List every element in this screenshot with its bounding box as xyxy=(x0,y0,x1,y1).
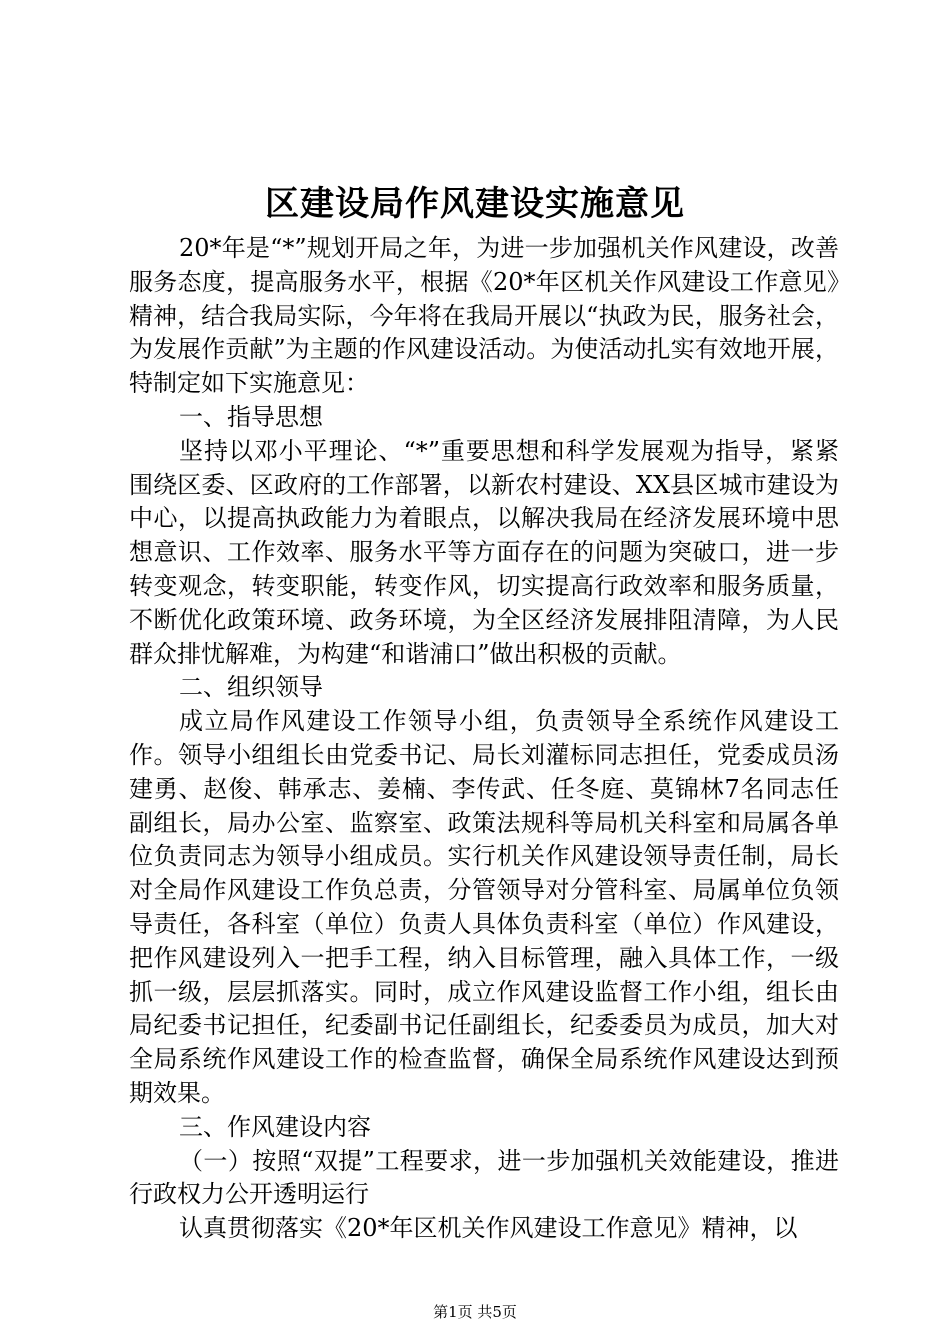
content-paragraph: 认真贯彻落实《20*年区机关作风建设工作意见》精神，以 xyxy=(179,1214,798,1243)
section-heading-organization: 二、组织领导 xyxy=(179,673,323,702)
intro-paragraph: 20*年是“*”规划开局之年，为进一步加强机关作风建设，改善服务态度，提高服务水平，根据《20*年区机关作风建设工作意见》精神，结合我局实际，今年将在我局开展以“执政为民，服务社会，为发展作贡献”为主题的作风建设活动。为使活动扎实有效地开展，特制定如下实施意见： xyxy=(129,234,839,398)
subsection-heading-1: （一）按照“双提”工程要求，进一步加强机关效能建设，推进行政权力公开透明运行 xyxy=(129,1146,839,1209)
page-footer: 第1页 共5页 xyxy=(433,1303,517,1321)
guiding-ideology-paragraph: 坚持以邓小平理论、“*”重要思想和科学发展观为指导，紧紧围绕区委、区政府的工作部署，以新农村建设、XX县区城市建设为中心，以提高执政能力为着眼点，以解决我局在经济发展环境中思想意识、工作效率、服务水平等方面存在的问题为突破口，进一步转变观念，转变职能，转变作风，切实提高行政效率和服务质量，不断优化政策环境、政务环境，为全区经济发展排阻清障，为人民群众排忧解难，为构建“和谐浦口”做出积极的贡献。 xyxy=(129,436,839,668)
organization-paragraph: 成立局作风建设工作领导小组，负责领导全系统作风建设工作。领导小组组长由党委书记、局长刘灌标同志担任，党委成员汤建勇、赵俊、韩承志、姜楠、李传武、任冬庭、莫锦林7名同志任副组长，局办公室、监察室、政策法规科等局机关科室和局属各单位负责同志为领导小组成员。实行机关作风建设领导责任制，局长对全局作风建设工作负总责，分管领导对分管科室、局属单位负领导责任，各科室（单位）负责人具体负责科室（单位）作风建设，把作风建设列入一把手工程，纳入目标管理，融入具体工作，一级抓一级，层层抓落实。同时，成立作风建设监督工作小组，组长由局纪委书记担任，纪委副书记任副组长，纪委委员为成员，加大对全局系统作风建设工作的检查监督，确保全局系统作风建设达到预期效果。 xyxy=(129,707,839,1107)
document-title: 区建设局作风建设实施意见 xyxy=(265,184,685,224)
section-heading-content: 三、作风建设内容 xyxy=(179,1112,371,1141)
section-heading-guiding-ideology: 一、指导思想 xyxy=(179,402,323,431)
document-body xyxy=(129,232,839,1246)
